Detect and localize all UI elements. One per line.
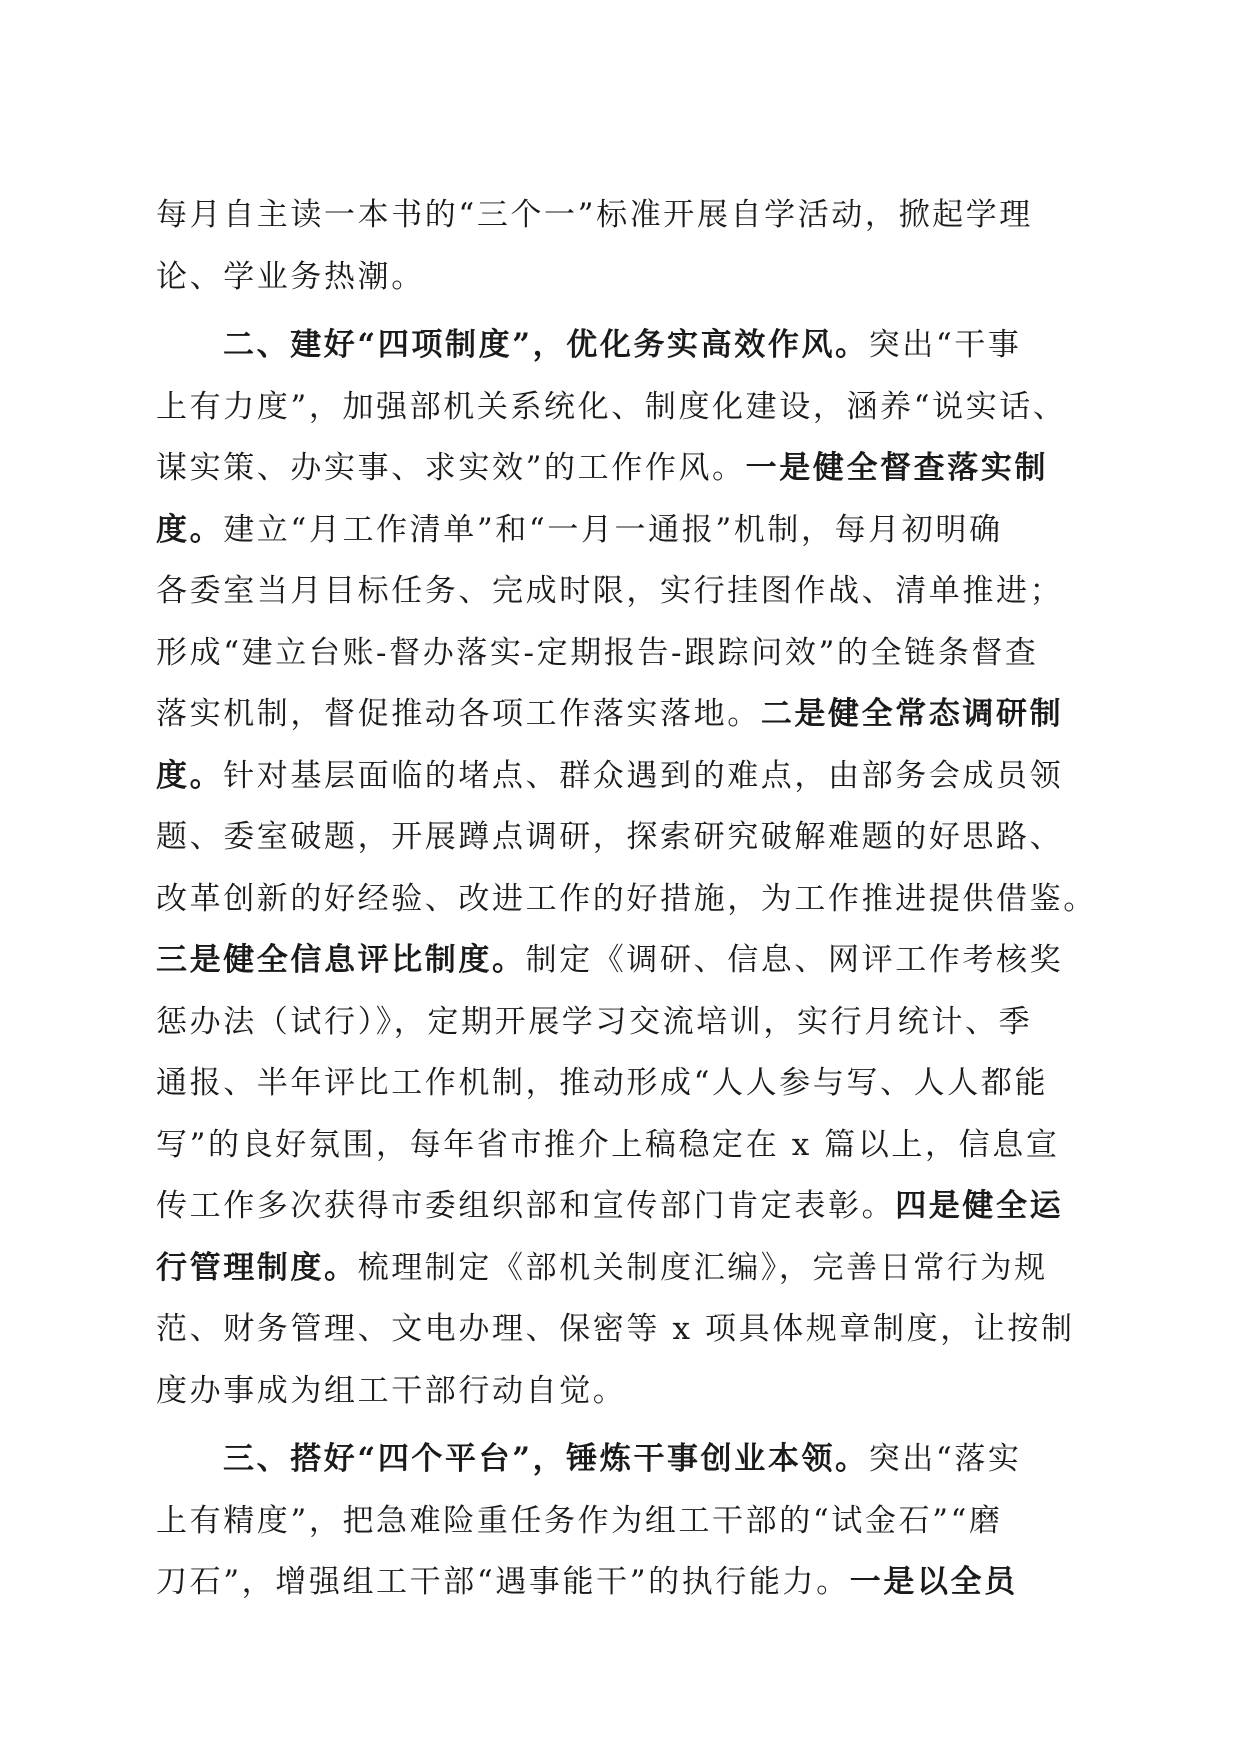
text-span: 谋实策、办实事、求实效”的工作作风。 [156, 450, 746, 486]
subheading-bold: 行管理制度。 [156, 1249, 358, 1286]
text-line [156, 1115, 1092, 1177]
text-span: 形成“建立台账-督办落实-定期报告-跟踪问效”的全链条督查 [156, 634, 1039, 671]
text-line [156, 684, 1092, 746]
text-span: 传工作多次获得市委组织部和宣传部门肯定表彰。 [156, 1188, 896, 1224]
text-span: 上有精度”，把急难险重任务作为组工干部的“试金石”“磨 [156, 1502, 1003, 1539]
text-line [156, 185, 1092, 247]
text-line [156, 992, 1092, 1054]
text-span: 上有力度”，加强部机关系统化、制度化建设，涵养“说实话、 [156, 388, 1067, 425]
text-line [156, 1552, 1092, 1614]
subheading-bold: 度。 [156, 757, 224, 794]
text-line [156, 1299, 1092, 1361]
subheading-bold: 一是健全督查落实制 [745, 450, 1049, 486]
text-line [156, 1053, 1092, 1115]
text-span: 论、学业务热潮。 [156, 258, 425, 295]
text-span: 制定《调研、信息、网评工作考核奖 [525, 942, 1064, 978]
section-heading-2 [156, 315, 1092, 377]
text-line [156, 1238, 1092, 1300]
text-span: 针对基层面临的堵点、群众遇到的难点，由部务会成员领 [223, 757, 1064, 794]
text-line [156, 377, 1092, 439]
heading-bold: 二、建好“四项制度”，优化务实高效作风。 [223, 327, 869, 363]
document-body [156, 185, 1097, 1614]
text-line [156, 500, 1092, 562]
text-span: 落实机制，督促推动各项工作落实落地。 [156, 696, 761, 732]
subheading-bold: 四是健全运 [895, 1188, 1064, 1224]
text-span: 度办事成为组工干部行动自觉。 [156, 1372, 627, 1409]
text-span: 刀石”，增强组工干部“遇事能干”的执行能力。 [156, 1564, 850, 1600]
heading-bold: 三、搭好“四个平台”，锤炼干事创业本领。 [223, 1441, 869, 1477]
subheading-bold: 一是以全员 [849, 1564, 1018, 1600]
text-span: 各委室当月目标任务、完成时限，实行挂图作战、清单推进； [156, 573, 1064, 609]
text-line [156, 1361, 1092, 1423]
text-line [156, 1176, 1092, 1238]
text-line [156, 930, 1092, 992]
text-span: 改革创新的好经验、改进工作的好措施，为工作推进提供借鉴。 [156, 880, 1097, 917]
text-line [156, 869, 1097, 931]
text-line [156, 561, 1092, 623]
text-span: 题、委室破题，开展蹲点调研，探索研究破解难题的好思路、 [156, 819, 1064, 855]
text-span: 范、财务管理、文电办理、保密等 x 项具体规章制度，让按制 [156, 1311, 1075, 1347]
text-span: 通报、半年评比工作机制，推动形成“人人参与写、人人都能 [156, 1065, 1049, 1101]
text-line [156, 247, 1092, 309]
text-line [156, 438, 1092, 500]
text-line [156, 807, 1092, 869]
text-span: 建立“月工作清单”和“一月一通报”机制，每月初明确 [223, 511, 1003, 548]
text-line [156, 1491, 1092, 1553]
section-heading-3 [156, 1429, 1092, 1491]
subheading-bold: 度。 [156, 511, 224, 548]
subheading-bold: 三是健全信息评比制度。 [156, 942, 526, 978]
text-line [156, 746, 1092, 808]
subheading-bold: 二是健全常态调研制 [760, 696, 1064, 732]
text-span: 惩办法（试行）》，定期开展学习交流培训，实行月统计、季 [156, 1003, 1033, 1040]
text-span: 突出“干事 [868, 327, 1022, 363]
text-span: 写”的良好氛围，每年省市推介上稿稳定在 x 篇以上，信息宣 [156, 1126, 1060, 1163]
text-span: 每月自主读一本书的“三个一”标准开展自学活动，掀起学理 [156, 197, 1033, 233]
text-line [156, 623, 1092, 685]
text-span: 梳理制定《部机关制度汇编》，完善日常行为规 [357, 1249, 1048, 1286]
text-span: 突出“落实 [868, 1441, 1022, 1477]
